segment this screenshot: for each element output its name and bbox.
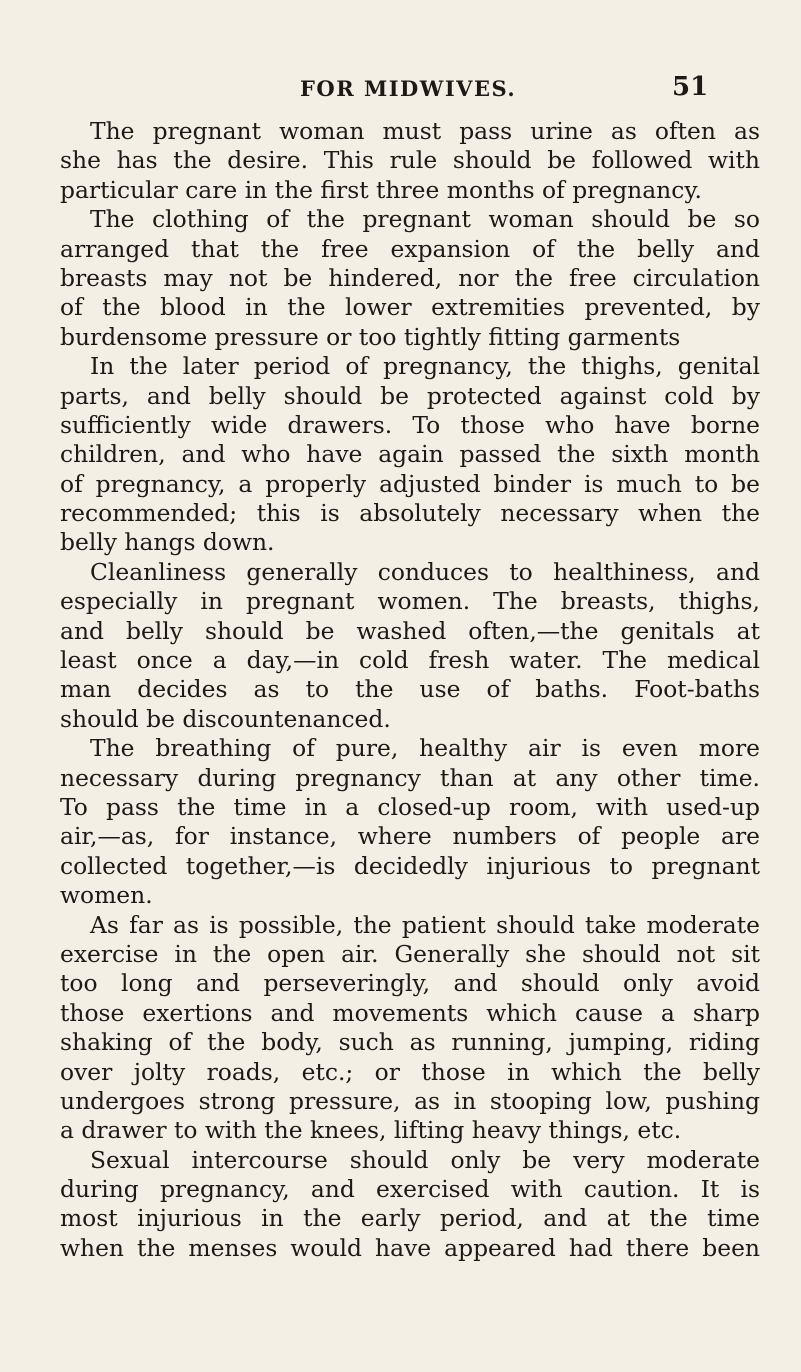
text-line: breasts may not be hindered, nor the free circulation — [60, 263, 760, 292]
text-line: In the later period of pregnancy, the thighs, genital — [90, 352, 760, 381]
running-head — [0, 72, 801, 106]
text-line: over jolty roads, etc.; or those in which the belly — [60, 1057, 760, 1086]
text-line: shaking of the body, such as running, jumping, riding — [60, 1028, 760, 1057]
text-line: undergoes strong pressure, as in stooping low, pushing — [60, 1086, 760, 1115]
text-line: those exertions and movements which cause a sharp — [60, 998, 760, 1027]
text-line: of pregnancy, a properly adjusted binder is much to be — [60, 469, 760, 498]
text-line: particular care in the first three months of pregnancy. — [60, 175, 702, 204]
text-line: most injurious in the early period, and at the time — [60, 1204, 760, 1233]
text-line: and belly should be washed often,—the genitals at — [60, 616, 760, 645]
text-line: The breathing of pure, healthy air is even more — [90, 734, 760, 763]
text-line: The clothing of the pregnant woman should be so — [90, 205, 760, 234]
text-line: during pregnancy, and exercised with caution. It is — [60, 1175, 760, 1204]
text-line: too long and perseveringly, and should only avoid — [60, 969, 760, 998]
text-line: air,—as, for instance, where numbers of people are — [60, 822, 760, 851]
text-line: belly hangs down. — [60, 528, 275, 557]
text-line: especially in pregnant women. The breasts, thighs, — [60, 587, 760, 616]
page-number: 51 — [672, 72, 709, 102]
text-line: necessary during pregnancy than at any other time. — [60, 763, 760, 792]
text-line: man decides as to the use of baths. Foot-baths — [60, 675, 760, 704]
text-line: collected together,—is decidedly injurious to pregnant — [60, 851, 760, 880]
text-line: The pregnant woman must pass urine as often as — [90, 117, 760, 145]
text-line: women. — [60, 881, 153, 910]
text-line: burdensome pressure or too tightly fitting garments — [60, 322, 681, 351]
text-line: exercise in the open air. Generally she should not sit — [60, 939, 760, 968]
text-line: recommended; this is absolutely necessary when the — [60, 499, 760, 528]
text-line: a drawer to with the knees, lifting heavy things, etc. — [60, 1116, 682, 1145]
running-title: FOR MIDWIVES. — [300, 76, 517, 101]
text-line: arranged that the free expansion of the belly and — [60, 234, 760, 263]
text-line: children, and who have again passed the sixth month — [60, 440, 760, 469]
text-line: As far as is possible, the patient should take moderate — [90, 910, 760, 939]
text-line: when the menses would have appeared had there been — [60, 1233, 760, 1262]
text-line: least once a day,—in cold fresh water. The medical — [60, 646, 760, 675]
text-line: Sexual intercourse should only be very moderate — [90, 1145, 760, 1174]
text-line: parts, and belly should be protected against cold by — [60, 381, 760, 410]
text-line: sufficiently wide drawers. To those who have borne — [60, 410, 760, 439]
text-line: of the blood in the lower extremities prevented, by — [60, 293, 760, 322]
body-text — [60, 117, 760, 1263]
text-line: should be discountenanced. — [60, 704, 391, 733]
text-line: To pass the time in a closed-up room, with used-up — [60, 792, 760, 821]
text-line: Cleanliness generally conduces to healthiness, and — [90, 557, 760, 586]
text-line: she has the desire. This rule should be followed with — [60, 146, 760, 175]
